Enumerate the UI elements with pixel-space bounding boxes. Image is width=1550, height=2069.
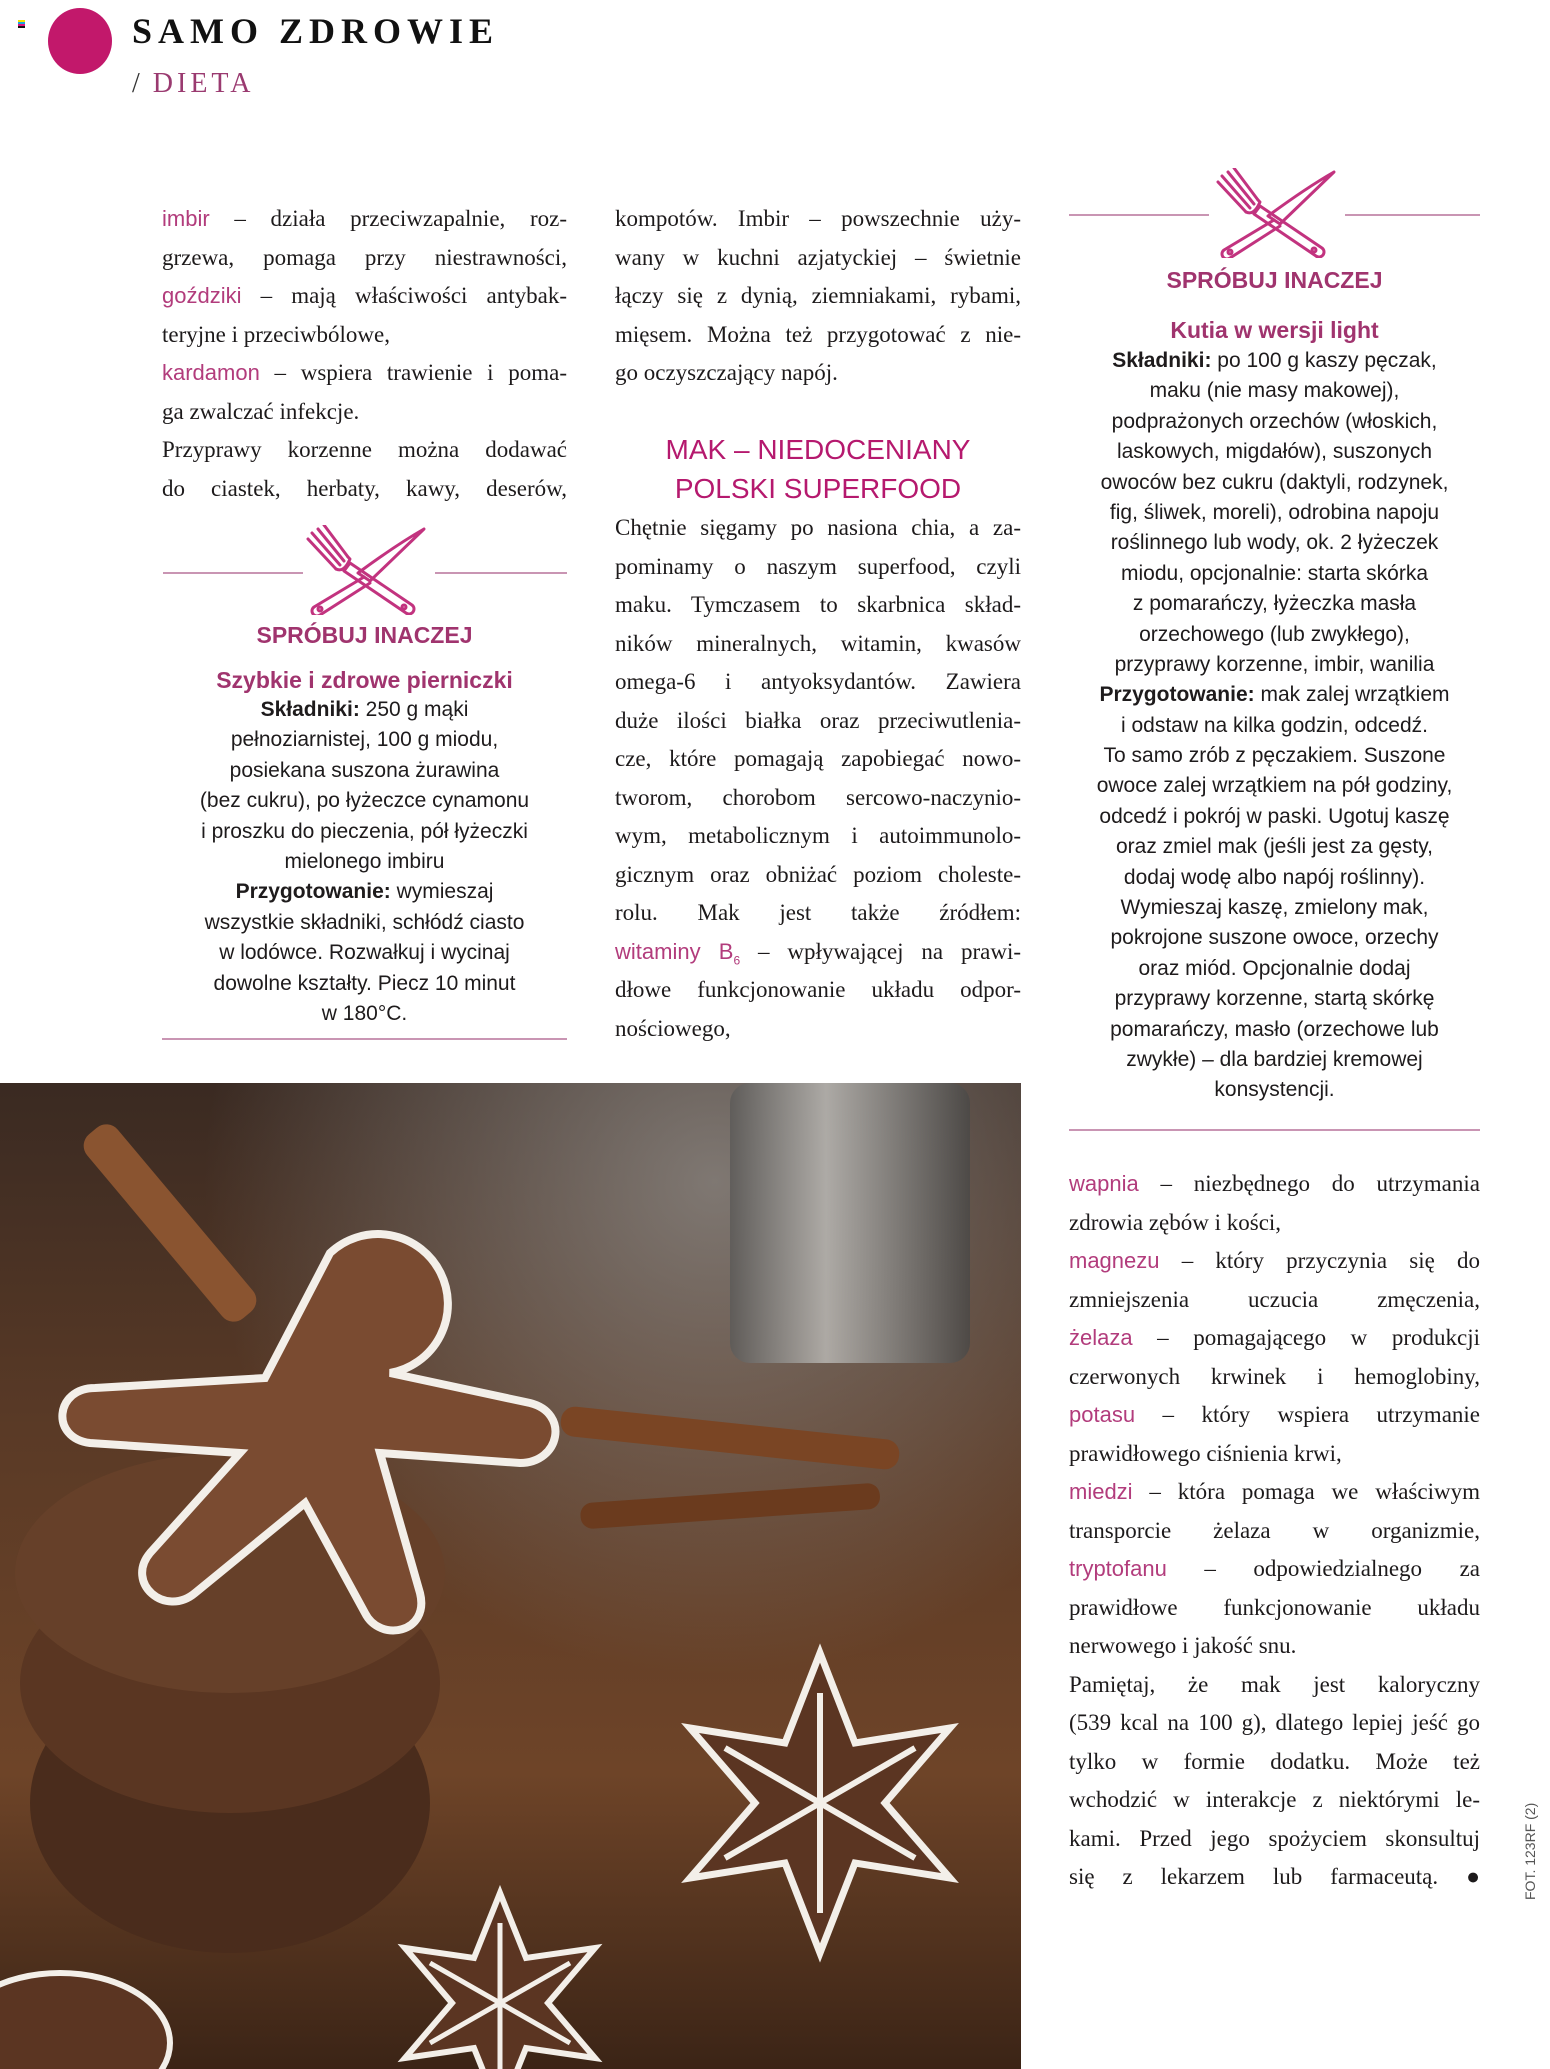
line-text: mielonego imbiru	[284, 849, 445, 873]
text-line	[1069, 1781, 1480, 1820]
line-text: owoców bez cukru (daktyli, rodzynek,	[1100, 470, 1449, 494]
line-text: dodaj wodę albo napój roślinny).	[1123, 865, 1426, 889]
highlight-term: tryptofanu	[1069, 1556, 1167, 1581]
line-text: zmniejszenia uczucia zmęczenia,	[1069, 1286, 1480, 1312]
text-line	[1069, 346, 1480, 376]
text-line	[1069, 1165, 1480, 1204]
line-text: gicznym oraz obniżać poziom choleste-	[615, 861, 1021, 887]
text-line	[162, 725, 567, 755]
divider-line-left	[1069, 214, 1209, 216]
divider-line-right	[435, 572, 567, 574]
line-text: wany w kuchni azjatyckiej – świetnie	[615, 244, 1021, 270]
fork-knife-icon	[300, 525, 430, 615]
text-line	[1069, 407, 1480, 437]
line-text: pełnoziarnistej, 100 g miodu,	[230, 728, 499, 752]
recipe-kutia-text	[1069, 346, 1480, 1106]
line-text: przyprawy korzenne, imbir, wanilia	[1114, 652, 1435, 676]
highlight-term: kardamon	[162, 360, 260, 385]
line-text: owoce zalej wrzątkiem na pół godziny,	[1096, 774, 1453, 798]
section-name: DIETA	[152, 68, 255, 99]
line-text: zwykłe) – dla bardziej kremowej	[1126, 1047, 1423, 1071]
line-text: To samo zrób z pęczakiem. Suszone	[1103, 744, 1446, 768]
highlight-term: wapnia	[1069, 1171, 1139, 1196]
line-text: grzewa, pomaga przy niestrawności,	[162, 244, 567, 270]
line-text: teryjne i przeciwbólowe,	[162, 321, 390, 347]
line-text: z pomarańczy, łyżeczka masła	[1132, 592, 1417, 616]
line-text: pominamy o naszym superfood, czyli	[615, 553, 1021, 579]
line-text: roślinnego lub wody, ok. 2 łyżeczek	[1110, 531, 1439, 555]
column2-body-text	[615, 509, 1021, 1048]
highlight-term: miedzi	[1069, 1479, 1133, 1504]
text-line	[1069, 620, 1480, 650]
line-text: podprażonych orzechów (włoskich,	[1111, 409, 1438, 433]
line-text: – wspiera trawienie i poma-	[259, 360, 567, 385]
text-line	[1069, 1820, 1480, 1859]
column2-intro-text	[615, 200, 1021, 393]
line-text: wchodzić w interakcje z niektórymi le-	[1069, 1787, 1480, 1812]
highlight-term: goździki	[162, 283, 242, 308]
line-text: łączy się z dynią, ziemniakami, rybami,	[615, 283, 1021, 308]
line-text: przyprawy korzenne, startą skórkę	[1114, 987, 1435, 1011]
recipe-title: Szybkie i zdrowe pierniczki	[216, 667, 513, 693]
text-line	[1069, 1512, 1480, 1551]
divider-line-left	[163, 572, 303, 574]
line-text: maku (nie masy makowej),	[1149, 379, 1400, 403]
try-differently-label: SPRÓBUJ INACZEJ	[1166, 267, 1383, 293]
line-text: omega-6 i antyoksydantów. Zawiera	[615, 669, 1021, 694]
text-line	[162, 908, 567, 938]
divider-line-right	[1345, 214, 1480, 216]
line-text: 250 g mąki	[359, 698, 469, 721]
text-line	[1069, 1396, 1480, 1435]
text-line	[1069, 589, 1480, 619]
line-text: dowolne kształty. Piecz 10 minut	[213, 971, 516, 995]
text-line	[615, 548, 1021, 587]
text-line	[1069, 437, 1480, 467]
section-subtitle	[132, 68, 255, 100]
print-color-mark	[18, 20, 25, 28]
text-line	[1069, 923, 1480, 953]
text-line	[615, 316, 1021, 355]
line-text: – mają właściwości antybak-	[241, 283, 567, 308]
heading-line: POLSKI SUPERFOOD	[674, 473, 962, 504]
text-line	[1069, 1045, 1480, 1075]
text-line	[615, 817, 1021, 856]
line-text: mak zalej wrzątkiem	[1254, 683, 1450, 707]
text-line	[162, 877, 567, 907]
section-circle-logo	[48, 8, 112, 74]
text-line	[1069, 863, 1480, 893]
line-text: pokrojone suszone owoce, orzechy	[1110, 926, 1439, 950]
highlight-term: żelaza	[1069, 1325, 1133, 1350]
magazine-section-title: SAMO ZDROWIE	[132, 11, 500, 51]
line-text: do ciastek, herbaty, kawy, deserów,	[162, 475, 567, 501]
line-text: czerwonych krwinek i hemoglobiny,	[1069, 1363, 1480, 1389]
text-line	[162, 470, 567, 509]
text-line	[1069, 802, 1480, 832]
text-line	[615, 933, 1021, 972]
text-line	[162, 239, 567, 278]
line-text: odcedź i pokrój w paski. Ugotuj kaszę	[1099, 804, 1450, 828]
text-line	[615, 663, 1021, 702]
line-text: go oczyszczający napój.	[615, 360, 838, 385]
line-text: i proszku do pieczenia, pół łyżeczki	[201, 819, 528, 843]
text-line	[615, 509, 1021, 548]
line-text: konsystencji.	[1214, 1078, 1335, 1102]
text-line	[1069, 1435, 1480, 1474]
line-text: ga zwalczać infekcje.	[162, 398, 360, 424]
poppy-heading	[615, 430, 1021, 508]
text-line	[1069, 1550, 1480, 1589]
text-line	[162, 277, 567, 316]
highlight-term: magnezu	[1069, 1248, 1160, 1273]
line-text: tworom, chorobom sercowo-naczynio-	[615, 784, 1021, 810]
line-text: pomarańczy, masło (orzechowe lub	[1110, 1017, 1439, 1041]
text-line	[162, 969, 567, 999]
try-differently-label: SPRÓBUJ INACZEJ	[256, 622, 473, 648]
text-line	[162, 999, 567, 1029]
text-line	[162, 756, 567, 786]
text-line	[1069, 376, 1480, 406]
text-line	[1069, 1858, 1480, 1897]
line-text: w lodówce. Rozwałkuj i wycinaj	[219, 941, 510, 965]
line-text: laskowych, migdałów), suszonych	[1116, 440, 1433, 464]
recipe-bottom-rule	[162, 1038, 567, 1040]
heading-line: MAK – NIEDOCENIANY	[665, 434, 971, 465]
text-line	[1069, 559, 1480, 589]
text-line	[1069, 1743, 1480, 1782]
recipe-gingerbread-text	[162, 695, 567, 1029]
line-text: wymieszaj	[390, 880, 494, 904]
text-line	[615, 239, 1021, 278]
column1-text	[162, 200, 567, 508]
text-line	[615, 625, 1021, 664]
text-line	[1069, 771, 1480, 801]
text-line	[1069, 832, 1480, 862]
text-line	[1069, 1204, 1480, 1243]
line-text: oraz miód. Opcjonalnie dodaj	[1138, 956, 1411, 980]
line-text: i odstaw na kilka godzin, odcedź.	[1120, 713, 1428, 737]
line-text: Wymieszaj kaszę, zmielony mak,	[1120, 896, 1429, 920]
text-line	[1069, 1075, 1480, 1105]
line-text: – niezbędnego do utrzymania	[1138, 1171, 1480, 1196]
line-text: – która pomaga we właściwym	[1132, 1479, 1480, 1504]
text-line	[162, 200, 567, 239]
text-line	[1069, 498, 1480, 528]
line-text: – który przyczynia się do	[1159, 1248, 1480, 1273]
text-line	[1069, 468, 1480, 498]
line-text: duże ilości białka oraz przeciwutlenia-	[615, 707, 1021, 733]
highlight-term: imbir	[162, 206, 210, 231]
text-line	[1069, 984, 1480, 1014]
line-text: po 100 g kaszy pęczak,	[1211, 349, 1437, 372]
text-line	[1069, 1319, 1480, 1358]
line-text: – który wspiera utrzymanie	[1135, 1402, 1480, 1427]
text-line	[1069, 1589, 1480, 1628]
line-text: zdrowia zębów i kości,	[1069, 1209, 1282, 1235]
line-text: wszystkie składniki, schłódź ciasto	[204, 910, 525, 934]
line-text: (539 kcal na 100 g), dlatego lepiej jeść go	[1069, 1710, 1480, 1735]
text-line	[1069, 528, 1480, 558]
bold-label: Przygotowanie:	[235, 880, 391, 904]
text-line	[1069, 650, 1480, 680]
line-text: rolu. Mak jest także źródłem:	[615, 900, 1021, 925]
gingerbread-cookies-photo	[0, 1083, 1021, 2069]
text-line	[1069, 1473, 1480, 1512]
line-text: cze, które pomagają zapobiegać nowo-	[615, 746, 1021, 771]
text-line	[1069, 1015, 1480, 1045]
bold-label: Składniki:	[1112, 349, 1212, 372]
text-line	[1069, 1627, 1480, 1666]
text-line	[615, 200, 1021, 239]
text-line	[162, 316, 567, 355]
text-line	[615, 740, 1021, 779]
line-text: transporcie żelaza w organizmie,	[1069, 1517, 1480, 1543]
line-text: kompotów. Imbir – powszechnie uży-	[615, 206, 1021, 231]
line-text: ników mineralnych, witamin, kwasów	[615, 630, 1021, 656]
line-text: wym, metabolicznym i autoimmunolo-	[615, 823, 1021, 848]
line-text: nerwowego i jakość snu.	[1069, 1633, 1297, 1658]
line-text: dłowe funkcjonowanie układu odpor-	[615, 977, 1021, 1002]
highlight-term: potasu	[1069, 1402, 1136, 1427]
line-text: nościowego,	[615, 1015, 731, 1041]
text-line	[615, 1010, 1021, 1049]
text-line	[162, 431, 567, 470]
line-text: maku. Tymczasem to skarbnica skład-	[615, 592, 1021, 617]
line-text: – odpowiedzialnego za	[1166, 1556, 1480, 1581]
text-line	[1069, 1704, 1480, 1743]
text-line	[1069, 680, 1480, 710]
text-line	[162, 938, 567, 968]
metal-cup	[730, 1083, 970, 1363]
text-line	[615, 856, 1021, 895]
line-text: prawidłowe funkcjonowanie układu	[1069, 1594, 1480, 1620]
highlight-term: witaminy $B_6$	[615, 938, 741, 967]
text-line	[162, 354, 567, 393]
text-line	[1069, 1358, 1480, 1397]
fork-knife-icon	[1210, 168, 1340, 258]
text-line	[1069, 711, 1480, 741]
subscript: 6	[733, 952, 741, 967]
text-line	[615, 702, 1021, 741]
text-line	[1069, 1281, 1480, 1320]
text-line	[1069, 1666, 1480, 1705]
recipe-bottom-rule	[1069, 1129, 1480, 1131]
text-line	[615, 779, 1021, 818]
text-line	[1069, 893, 1480, 923]
line-text: – wpływającej na prawi-	[740, 938, 1021, 964]
text-line	[615, 586, 1021, 625]
photo-credit: FOT. 123RF (2)	[1522, 1802, 1538, 1900]
line-text: Pamiętaj, że mak jest kaloryczny	[1069, 1671, 1480, 1697]
line-text: prawidłowego ciśnienia krwi,	[1069, 1440, 1342, 1466]
line-text: miodu, opcjonalnie: starta skórka	[1121, 561, 1428, 585]
text-line	[615, 277, 1021, 316]
text-line	[615, 354, 1021, 393]
minerals-list-text	[1069, 1165, 1480, 1897]
text-line	[1069, 741, 1480, 771]
text-line	[1069, 954, 1480, 984]
line-text: Chętnie sięgamy po nasiona chia, a za-	[615, 515, 1021, 540]
line-text: (bez cukru), po łyżeczce cynamonu	[199, 789, 530, 813]
text-line	[162, 393, 567, 432]
line-text: Przyprawy korzenne można dodawać	[162, 437, 567, 462]
text-line	[615, 894, 1021, 933]
line-text: się z lekarzem lub farmaceutą. ●	[1069, 1864, 1480, 1889]
line-text: kami. Przed jego spożyciem skonsultuj	[1069, 1825, 1480, 1851]
text-line	[162, 786, 567, 816]
line-text: – działa przeciwzapalnie, roz-	[209, 206, 567, 231]
line-text: fig, śliwek, moreli), odrobina napoju	[1109, 500, 1440, 524]
line-text: – pomagającego w produkcji	[1132, 1325, 1480, 1350]
text-line	[162, 695, 567, 725]
text-line	[1069, 1242, 1480, 1281]
line-text: mięsem. Można też przygotować z nie-	[615, 321, 1021, 347]
section-slash: /	[132, 68, 142, 99]
line-text: w 180°C.	[321, 1001, 408, 1025]
recipe-title: Kutia w wersji light	[1170, 317, 1379, 343]
text-line	[615, 971, 1021, 1010]
line-text: tylko w formie dodatku. Może też	[1069, 1748, 1480, 1774]
text-line	[162, 847, 567, 877]
text-line	[162, 817, 567, 847]
line-text: oraz zmiel mak (jeśli jest za gęsty,	[1115, 835, 1434, 859]
line-text: posiekana suszona żurawina	[229, 758, 500, 782]
bold-label: Przygotowanie:	[1099, 683, 1255, 707]
line-text: orzechowego (lub zwykłego),	[1139, 622, 1410, 646]
bold-label: Składniki:	[260, 698, 360, 721]
